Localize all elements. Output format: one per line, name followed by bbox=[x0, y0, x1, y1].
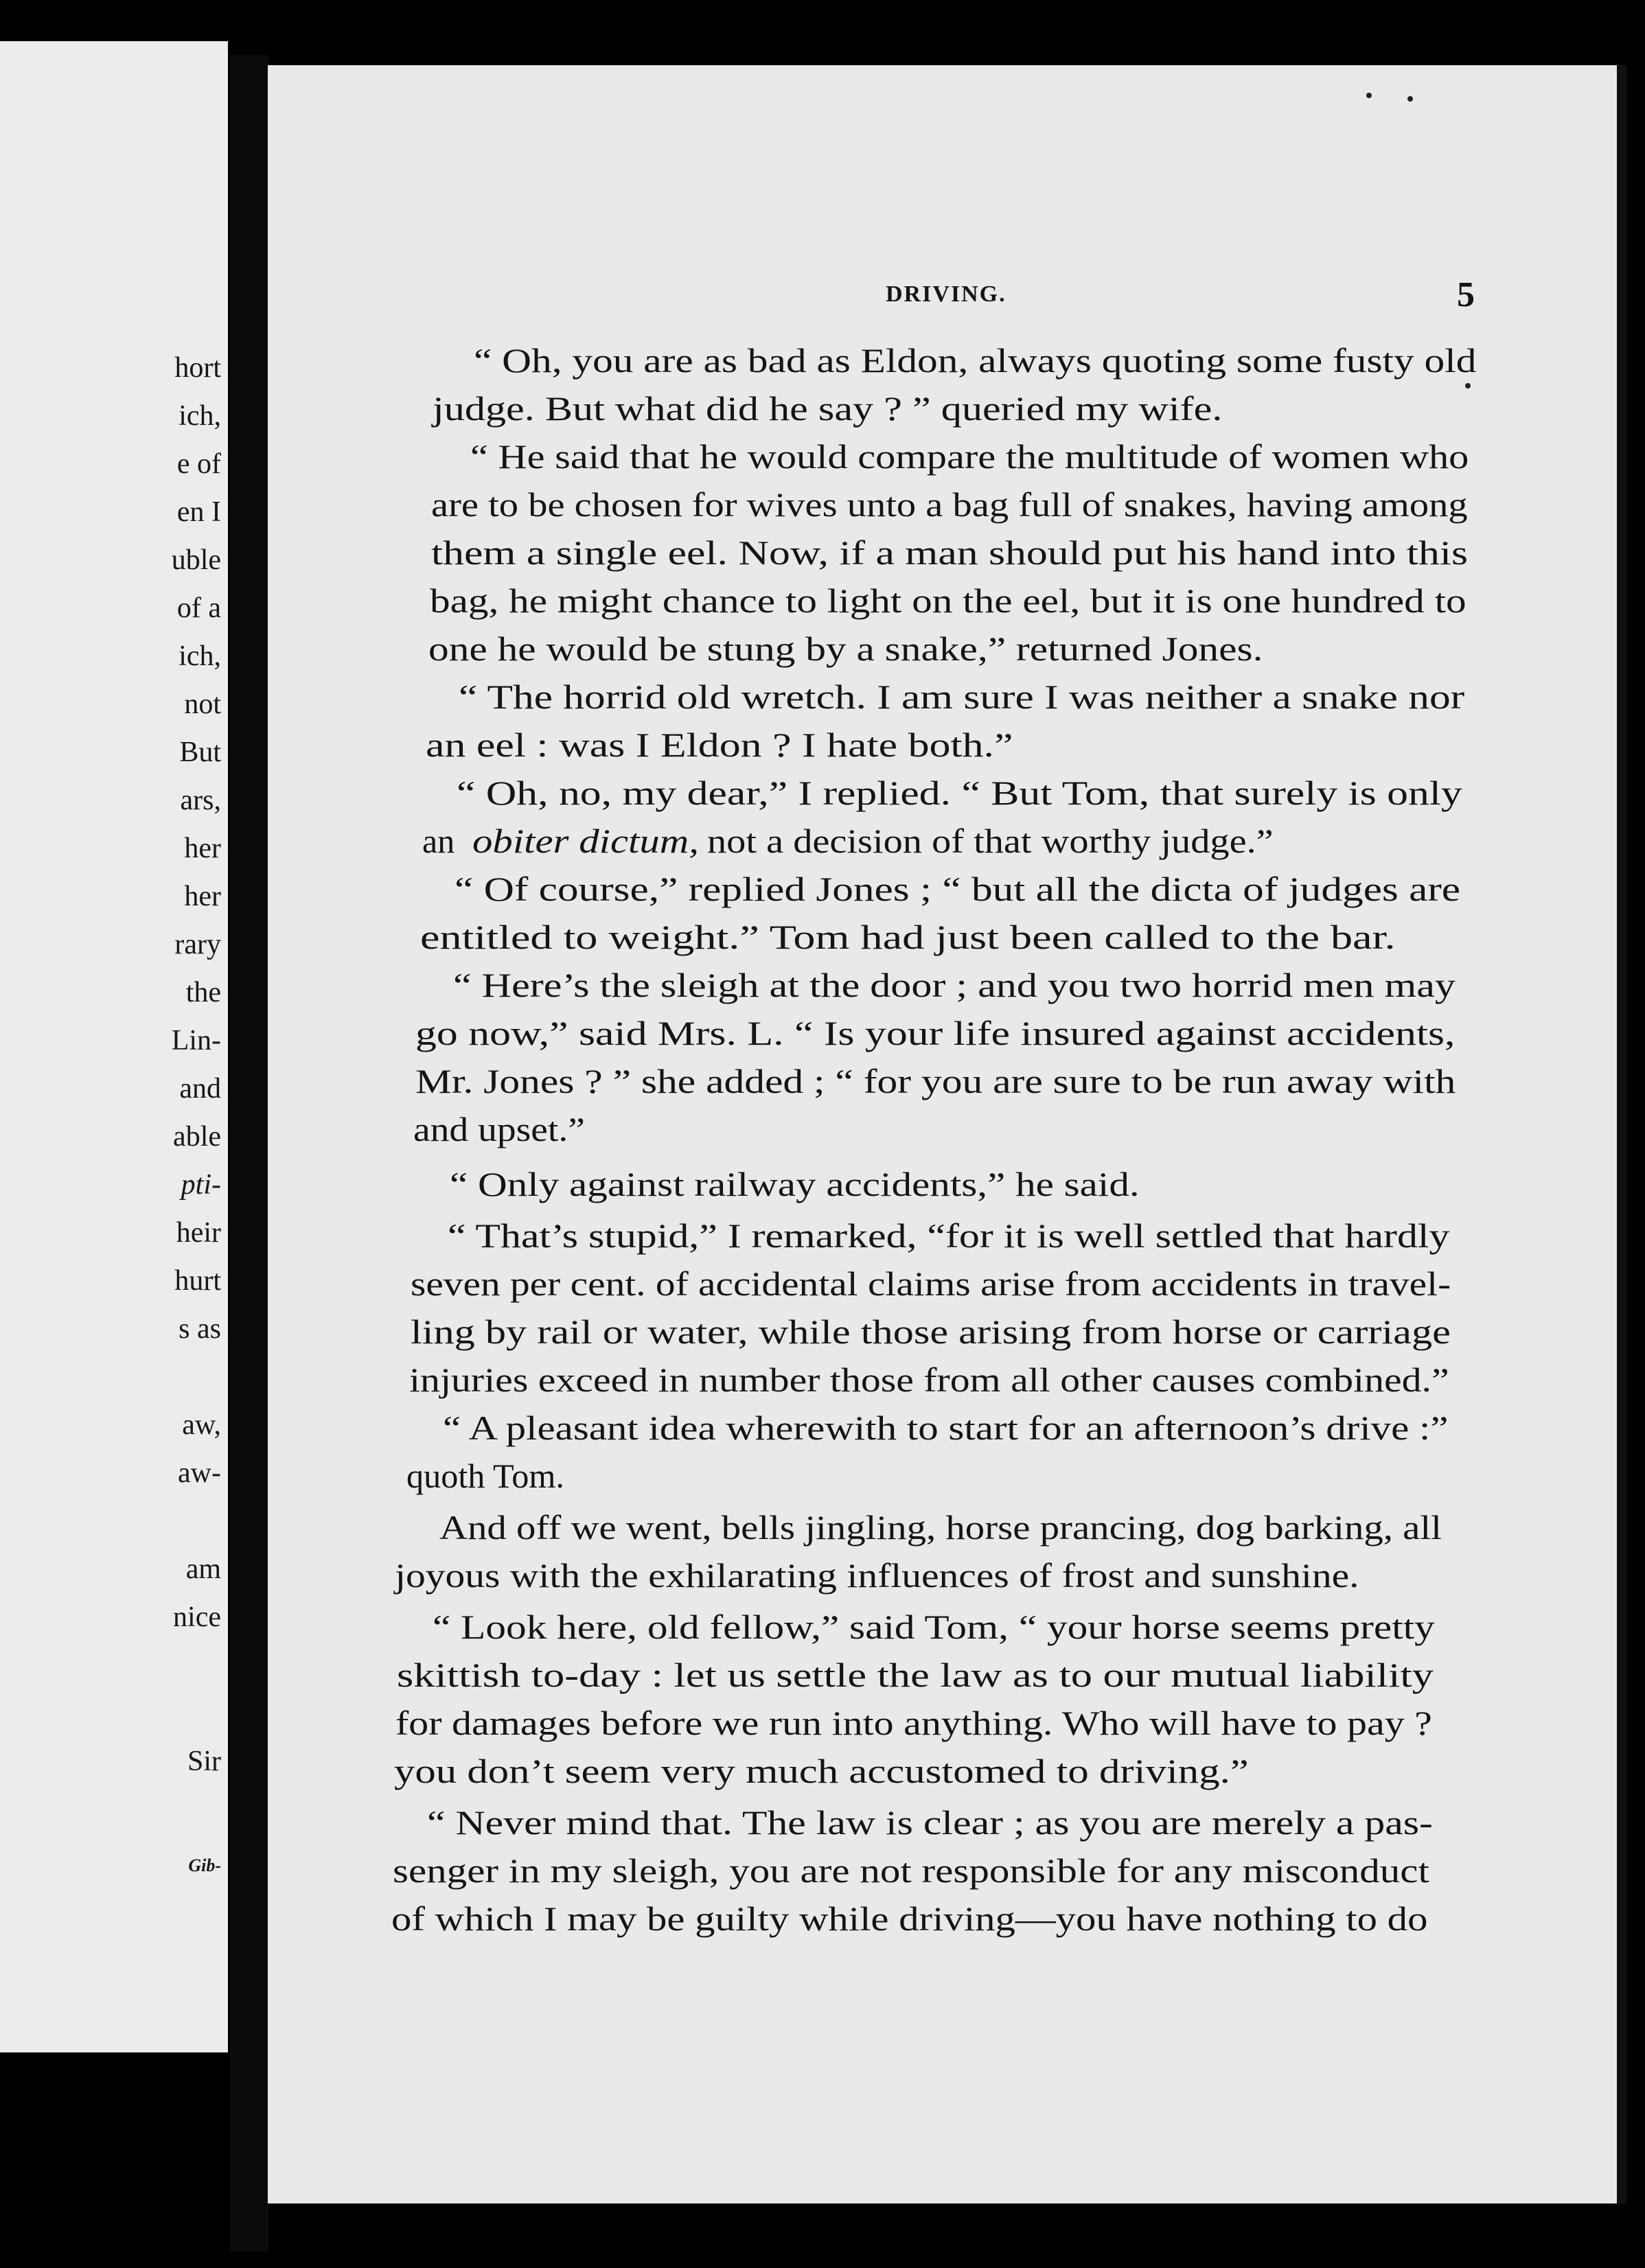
left-page-line: ich, bbox=[179, 640, 221, 672]
body-text-line: joyous with the exhilarating influences of frost and sunshine. bbox=[395, 1556, 1359, 1595]
left-page-line: hort bbox=[174, 352, 221, 384]
left-page-line: ich, bbox=[179, 400, 221, 432]
left-page-line: rary bbox=[174, 929, 221, 960]
italic-phrase: obiter dictum, bbox=[472, 822, 699, 860]
book-gutter bbox=[230, 55, 268, 2252]
left-page-line: able bbox=[173, 1121, 221, 1153]
page-speck bbox=[1407, 96, 1413, 102]
body-text-line: “ He said that he would compare the multitude of women who bbox=[470, 437, 1469, 476]
body-text-line: And off we went, bells jingling, horse prancing, dog barking, all bbox=[439, 1508, 1442, 1547]
left-page-line: and bbox=[179, 1073, 221, 1104]
left-page-line: hurt bbox=[174, 1265, 221, 1297]
body-text-line: entitled to weight.” Tom had just been called to the bar. bbox=[420, 918, 1396, 956]
body-text-line: “ That’s stupid,” I remarked, “for it is well settled that hardly bbox=[448, 1216, 1450, 1255]
body-text-line: “ The horrid old wretch. I am sure I was neither a snake nor bbox=[459, 678, 1465, 716]
left-page-line: heir bbox=[176, 1217, 221, 1249]
left-page-line: But bbox=[179, 737, 221, 768]
body-text-line-italic bbox=[472, 822, 699, 860]
body-text-line: you don’t seem very much accustomed to driving.” bbox=[394, 1752, 1249, 1790]
left-page-line: the bbox=[185, 977, 221, 1008]
left-page-line: s as bbox=[179, 1313, 221, 1345]
left-page-line: e of bbox=[176, 448, 221, 480]
left-page-line: aw- bbox=[178, 1457, 221, 1489]
left-page-line: nice bbox=[173, 1601, 221, 1633]
body-text-line: “ Oh, you are as bad as Eldon, always quoting some fusty old bbox=[474, 341, 1477, 380]
left-page-line: pti- bbox=[181, 1169, 221, 1201]
left-page-line: her bbox=[184, 833, 221, 864]
page-edge bbox=[1617, 65, 1626, 2203]
body-text-line: Mr. Jones ? ” she added ; “ for you are sure to be run away with bbox=[415, 1062, 1456, 1100]
body-text-line: for damages before we run into anything. Who will have to pay ? bbox=[395, 1704, 1432, 1742]
page-number: 5 bbox=[1457, 275, 1475, 314]
left-page-line: aw, bbox=[182, 1409, 221, 1441]
left-page-line: Lin- bbox=[171, 1025, 221, 1056]
body-text-line: and upset.” bbox=[413, 1110, 585, 1148]
body-text-line: “ Look here, old fellow,” said Tom, “ your horse seems pretty bbox=[433, 1608, 1435, 1646]
body-text-line: bag, he might chance to light on the eel, but it is one hundred to bbox=[430, 581, 1466, 620]
left-page-fragment bbox=[0, 41, 228, 2052]
body-text-line: not a decision of that worthy judge.” bbox=[707, 822, 1274, 860]
body-text-line: ling by rail or water, while those arising from horse or carriage bbox=[411, 1312, 1451, 1351]
body-text-line: senger in my sleigh, you are not responsible for any misconduct bbox=[393, 1851, 1429, 1890]
body-text-line: “ Only against railway accidents,” he said. bbox=[450, 1165, 1140, 1203]
body-text-line: an bbox=[422, 822, 455, 860]
left-page-line: Sir bbox=[187, 1746, 221, 1777]
body-text-line: “ Never mind that. The law is clear ; as you are merely a pas- bbox=[427, 1803, 1433, 1842]
body-text-line: judge. But what did he say ? ” queried my wife. bbox=[433, 389, 1223, 428]
body-text-line: “ A pleasant idea wherewith to start for an afternoon’s drive :” bbox=[443, 1409, 1449, 1447]
left-page-footnote: Gib- bbox=[188, 1855, 221, 1875]
body-text-line: are to be chosen for wives unto a bag full of snakes, having among bbox=[431, 485, 1468, 524]
body-text-line: “ Oh, no, my dear,” I replied. “ But Tom, that surely is only bbox=[457, 774, 1462, 812]
running-head: DRIVING. bbox=[886, 281, 1006, 307]
body-text-line: “ Here’s the sleigh at the door ; and you two horrid men may bbox=[453, 966, 1456, 1004]
page-speck bbox=[1465, 383, 1471, 389]
left-page-line: not bbox=[184, 688, 221, 720]
body-text-line: one he would be stung by a snake,” returned Jones. bbox=[428, 629, 1263, 668]
body-text-line: go now,” said Mrs. L. “ Is your life insured against accidents, bbox=[415, 1014, 1456, 1052]
left-page-line: her bbox=[184, 881, 221, 912]
left-page-line: ars, bbox=[180, 785, 221, 816]
body-text-line: an eel : was I Eldon ? I hate both.” bbox=[426, 726, 1013, 764]
body-text-line: them a single eel. Now, if a man should put his hand into this bbox=[431, 533, 1469, 572]
page-speck bbox=[1366, 93, 1372, 98]
body-text-line: of which I may be guilty while driving—you have nothing to do bbox=[391, 1899, 1428, 1938]
body-text-line: quoth Tom. bbox=[406, 1457, 564, 1495]
left-page-line: uble bbox=[171, 544, 221, 576]
body-text-line: seven per cent. of accidental claims arise from accidents in travel- bbox=[411, 1264, 1451, 1303]
body-text-line: “ Of course,” replied Jones ; “ but all the dicta of judges are bbox=[455, 870, 1461, 908]
left-page-line: en I bbox=[176, 496, 221, 528]
body-text-line: injuries exceed in number those from all other causes combined.” bbox=[409, 1361, 1449, 1399]
left-page-line: of a bbox=[176, 592, 221, 624]
body-text-line: skittish to-day : let us settle the law as to our mutual liability bbox=[397, 1656, 1434, 1694]
left-page-line: am bbox=[185, 1553, 221, 1585]
